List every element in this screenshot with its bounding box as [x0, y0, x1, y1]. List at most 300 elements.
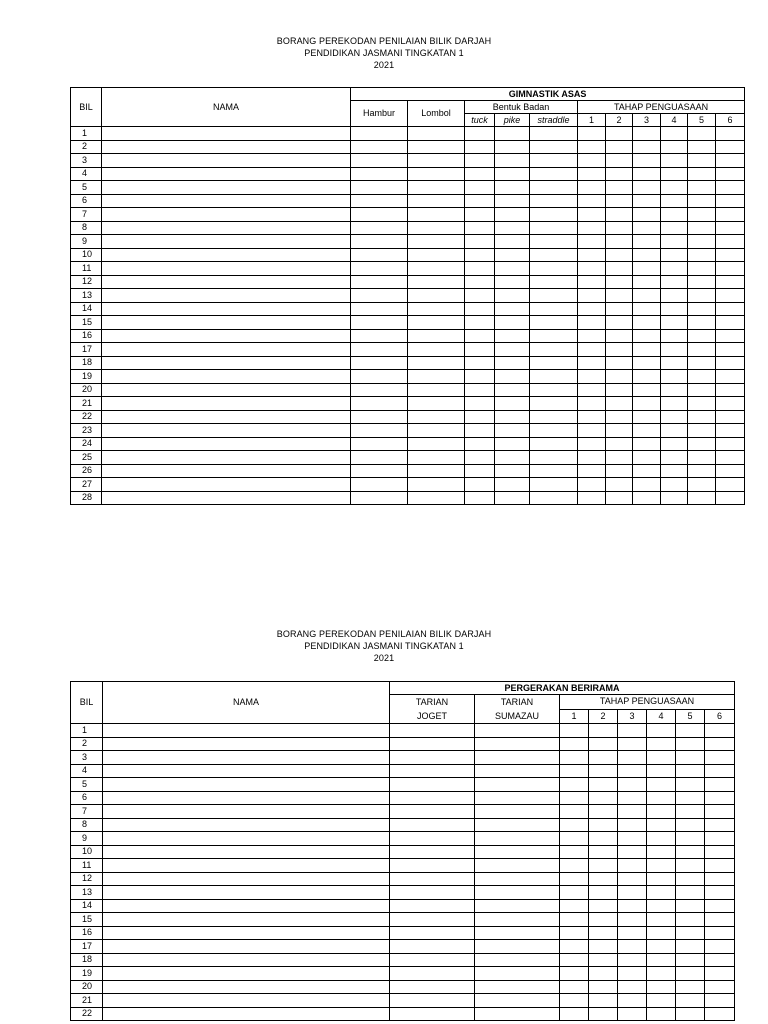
- score-cell[interactable]: [589, 953, 618, 967]
- score-cell[interactable]: [351, 181, 408, 195]
- name-cell[interactable]: [102, 221, 351, 235]
- score-cell[interactable]: [475, 805, 560, 819]
- score-cell[interactable]: [676, 737, 705, 751]
- score-cell[interactable]: [661, 451, 688, 465]
- score-cell[interactable]: [465, 437, 495, 451]
- score-cell[interactable]: [688, 194, 716, 208]
- score-cell[interactable]: [606, 383, 633, 397]
- score-cell[interactable]: [661, 343, 688, 357]
- score-cell[interactable]: [408, 235, 465, 249]
- name-cell[interactable]: [102, 410, 351, 424]
- name-cell[interactable]: [102, 451, 351, 465]
- score-cell[interactable]: [495, 208, 530, 222]
- score-cell[interactable]: [705, 980, 735, 994]
- score-cell[interactable]: [560, 791, 589, 805]
- name-cell[interactable]: [102, 262, 351, 276]
- score-cell[interactable]: [606, 424, 633, 438]
- score-cell[interactable]: [618, 926, 647, 940]
- score-cell[interactable]: [633, 478, 661, 492]
- score-cell[interactable]: [589, 832, 618, 846]
- score-cell[interactable]: [475, 872, 560, 886]
- score-cell[interactable]: [606, 140, 633, 154]
- score-cell[interactable]: [716, 275, 745, 289]
- score-cell[interactable]: [560, 845, 589, 859]
- score-cell[interactable]: [495, 343, 530, 357]
- score-cell[interactable]: [716, 167, 745, 181]
- name-cell[interactable]: [103, 764, 390, 778]
- score-cell[interactable]: [578, 167, 606, 181]
- name-cell[interactable]: [102, 464, 351, 478]
- score-cell[interactable]: [606, 289, 633, 303]
- name-cell[interactable]: [103, 994, 390, 1008]
- score-cell[interactable]: [578, 275, 606, 289]
- score-cell[interactable]: [589, 724, 618, 738]
- score-cell[interactable]: [705, 967, 735, 981]
- score-cell[interactable]: [716, 235, 745, 249]
- score-cell[interactable]: [633, 329, 661, 343]
- score-cell[interactable]: [716, 302, 745, 316]
- score-cell[interactable]: [495, 289, 530, 303]
- score-cell[interactable]: [606, 181, 633, 195]
- score-cell[interactable]: [408, 383, 465, 397]
- score-cell[interactable]: [618, 899, 647, 913]
- score-cell[interactable]: [716, 154, 745, 168]
- score-cell[interactable]: [560, 899, 589, 913]
- score-cell[interactable]: [560, 940, 589, 954]
- score-cell[interactable]: [647, 940, 676, 954]
- score-cell[interactable]: [560, 764, 589, 778]
- score-cell[interactable]: [589, 899, 618, 913]
- score-cell[interactable]: [530, 491, 578, 505]
- score-cell[interactable]: [465, 235, 495, 249]
- score-cell[interactable]: [578, 194, 606, 208]
- name-cell[interactable]: [102, 491, 351, 505]
- score-cell[interactable]: [606, 275, 633, 289]
- score-cell[interactable]: [530, 167, 578, 181]
- score-cell[interactable]: [475, 967, 560, 981]
- score-cell[interactable]: [688, 127, 716, 141]
- score-cell[interactable]: [530, 410, 578, 424]
- score-cell[interactable]: [530, 208, 578, 222]
- score-cell[interactable]: [716, 329, 745, 343]
- score-cell[interactable]: [408, 181, 465, 195]
- score-cell[interactable]: [606, 127, 633, 141]
- score-cell[interactable]: [606, 478, 633, 492]
- score-cell[interactable]: [390, 967, 475, 981]
- score-cell[interactable]: [705, 724, 735, 738]
- score-cell[interactable]: [661, 370, 688, 384]
- score-cell[interactable]: [589, 778, 618, 792]
- score-cell[interactable]: [647, 751, 676, 765]
- score-cell[interactable]: [618, 859, 647, 873]
- score-cell[interactable]: [606, 410, 633, 424]
- score-cell[interactable]: [465, 478, 495, 492]
- score-cell[interactable]: [390, 751, 475, 765]
- score-cell[interactable]: [465, 275, 495, 289]
- score-cell[interactable]: [495, 383, 530, 397]
- score-cell[interactable]: [705, 926, 735, 940]
- score-cell[interactable]: [408, 194, 465, 208]
- score-cell[interactable]: [661, 464, 688, 478]
- score-cell[interactable]: [661, 397, 688, 411]
- score-cell[interactable]: [688, 464, 716, 478]
- score-cell[interactable]: [560, 778, 589, 792]
- score-cell[interactable]: [589, 926, 618, 940]
- score-cell[interactable]: [495, 316, 530, 330]
- score-cell[interactable]: [530, 397, 578, 411]
- score-cell[interactable]: [618, 940, 647, 954]
- score-cell[interactable]: [661, 154, 688, 168]
- score-cell[interactable]: [606, 167, 633, 181]
- name-cell[interactable]: [103, 724, 390, 738]
- score-cell[interactable]: [661, 437, 688, 451]
- score-cell[interactable]: [589, 859, 618, 873]
- score-cell[interactable]: [390, 778, 475, 792]
- name-cell[interactable]: [103, 791, 390, 805]
- score-cell[interactable]: [390, 926, 475, 940]
- score-cell[interactable]: [618, 913, 647, 927]
- score-cell[interactable]: [676, 818, 705, 832]
- score-cell[interactable]: [647, 832, 676, 846]
- score-cell[interactable]: [633, 410, 661, 424]
- score-cell[interactable]: [530, 289, 578, 303]
- score-cell[interactable]: [661, 140, 688, 154]
- score-cell[interactable]: [688, 437, 716, 451]
- score-cell[interactable]: [633, 464, 661, 478]
- score-cell[interactable]: [578, 329, 606, 343]
- score-cell[interactable]: [495, 154, 530, 168]
- score-cell[interactable]: [688, 410, 716, 424]
- score-cell[interactable]: [618, 967, 647, 981]
- score-cell[interactable]: [390, 764, 475, 778]
- score-cell[interactable]: [495, 410, 530, 424]
- score-cell[interactable]: [633, 383, 661, 397]
- score-cell[interactable]: [716, 289, 745, 303]
- score-cell[interactable]: [408, 127, 465, 141]
- score-cell[interactable]: [688, 370, 716, 384]
- score-cell[interactable]: [618, 980, 647, 994]
- score-cell[interactable]: [618, 845, 647, 859]
- score-cell[interactable]: [633, 140, 661, 154]
- score-cell[interactable]: [661, 194, 688, 208]
- score-cell[interactable]: [647, 791, 676, 805]
- score-cell[interactable]: [705, 764, 735, 778]
- score-cell[interactable]: [495, 356, 530, 370]
- score-cell[interactable]: [390, 791, 475, 805]
- score-cell[interactable]: [465, 491, 495, 505]
- score-cell[interactable]: [647, 980, 676, 994]
- score-cell[interactable]: [688, 154, 716, 168]
- score-cell[interactable]: [633, 235, 661, 249]
- score-cell[interactable]: [676, 1007, 705, 1021]
- score-cell[interactable]: [390, 994, 475, 1008]
- score-cell[interactable]: [647, 1007, 676, 1021]
- score-cell[interactable]: [716, 478, 745, 492]
- name-cell[interactable]: [103, 818, 390, 832]
- score-cell[interactable]: [578, 464, 606, 478]
- score-cell[interactable]: [475, 791, 560, 805]
- score-cell[interactable]: [465, 140, 495, 154]
- score-cell[interactable]: [530, 127, 578, 141]
- score-cell[interactable]: [560, 737, 589, 751]
- score-cell[interactable]: [647, 805, 676, 819]
- score-cell[interactable]: [716, 262, 745, 276]
- score-cell[interactable]: [390, 953, 475, 967]
- score-cell[interactable]: [661, 262, 688, 276]
- score-cell[interactable]: [475, 980, 560, 994]
- score-cell[interactable]: [475, 751, 560, 765]
- score-cell[interactable]: [633, 194, 661, 208]
- score-cell[interactable]: [633, 154, 661, 168]
- score-cell[interactable]: [606, 370, 633, 384]
- score-cell[interactable]: [390, 737, 475, 751]
- score-cell[interactable]: [408, 316, 465, 330]
- score-cell[interactable]: [408, 410, 465, 424]
- score-cell[interactable]: [633, 262, 661, 276]
- score-cell[interactable]: [661, 329, 688, 343]
- score-cell[interactable]: [408, 262, 465, 276]
- score-cell[interactable]: [578, 140, 606, 154]
- score-cell[interactable]: [578, 397, 606, 411]
- score-cell[interactable]: [475, 994, 560, 1008]
- score-cell[interactable]: [390, 818, 475, 832]
- score-cell[interactable]: [530, 262, 578, 276]
- score-cell[interactable]: [351, 329, 408, 343]
- score-cell[interactable]: [560, 832, 589, 846]
- score-cell[interactable]: [351, 343, 408, 357]
- score-cell[interactable]: [530, 464, 578, 478]
- score-cell[interactable]: [408, 208, 465, 222]
- score-cell[interactable]: [716, 127, 745, 141]
- score-cell[interactable]: [408, 140, 465, 154]
- score-cell[interactable]: [408, 424, 465, 438]
- score-cell[interactable]: [676, 859, 705, 873]
- score-cell[interactable]: [618, 953, 647, 967]
- score-cell[interactable]: [390, 940, 475, 954]
- name-cell[interactable]: [102, 356, 351, 370]
- score-cell[interactable]: [676, 913, 705, 927]
- score-cell[interactable]: [618, 764, 647, 778]
- score-cell[interactable]: [647, 764, 676, 778]
- score-cell[interactable]: [351, 302, 408, 316]
- score-cell[interactable]: [530, 302, 578, 316]
- score-cell[interactable]: [560, 980, 589, 994]
- score-cell[interactable]: [606, 343, 633, 357]
- score-cell[interactable]: [351, 221, 408, 235]
- score-cell[interactable]: [705, 1007, 735, 1021]
- score-cell[interactable]: [688, 235, 716, 249]
- score-cell[interactable]: [633, 302, 661, 316]
- score-cell[interactable]: [351, 289, 408, 303]
- name-cell[interactable]: [102, 181, 351, 195]
- name-cell[interactable]: [103, 926, 390, 940]
- score-cell[interactable]: [578, 383, 606, 397]
- score-cell[interactable]: [647, 953, 676, 967]
- score-cell[interactable]: [351, 451, 408, 465]
- score-cell[interactable]: [408, 167, 465, 181]
- score-cell[interactable]: [606, 221, 633, 235]
- score-cell[interactable]: [578, 289, 606, 303]
- score-cell[interactable]: [716, 194, 745, 208]
- score-cell[interactable]: [530, 370, 578, 384]
- score-cell[interactable]: [578, 437, 606, 451]
- score-cell[interactable]: [408, 275, 465, 289]
- score-cell[interactable]: [618, 791, 647, 805]
- name-cell[interactable]: [102, 248, 351, 262]
- score-cell[interactable]: [661, 167, 688, 181]
- score-cell[interactable]: [647, 967, 676, 981]
- score-cell[interactable]: [589, 1007, 618, 1021]
- score-cell[interactable]: [661, 208, 688, 222]
- score-cell[interactable]: [705, 737, 735, 751]
- score-cell[interactable]: [606, 262, 633, 276]
- score-cell[interactable]: [530, 194, 578, 208]
- score-cell[interactable]: [688, 140, 716, 154]
- score-cell[interactable]: [633, 248, 661, 262]
- score-cell[interactable]: [351, 437, 408, 451]
- score-cell[interactable]: [716, 221, 745, 235]
- score-cell[interactable]: [676, 724, 705, 738]
- score-cell[interactable]: [560, 953, 589, 967]
- score-cell[interactable]: [647, 994, 676, 1008]
- score-cell[interactable]: [676, 926, 705, 940]
- score-cell[interactable]: [716, 370, 745, 384]
- score-cell[interactable]: [578, 316, 606, 330]
- name-cell[interactable]: [103, 913, 390, 927]
- name-cell[interactable]: [103, 845, 390, 859]
- score-cell[interactable]: [705, 791, 735, 805]
- score-cell[interactable]: [589, 737, 618, 751]
- score-cell[interactable]: [390, 859, 475, 873]
- score-cell[interactable]: [495, 451, 530, 465]
- score-cell[interactable]: [465, 248, 495, 262]
- score-cell[interactable]: [589, 980, 618, 994]
- score-cell[interactable]: [705, 845, 735, 859]
- score-cell[interactable]: [530, 248, 578, 262]
- name-cell[interactable]: [103, 737, 390, 751]
- score-cell[interactable]: [633, 181, 661, 195]
- score-cell[interactable]: [495, 302, 530, 316]
- score-cell[interactable]: [351, 167, 408, 181]
- score-cell[interactable]: [688, 491, 716, 505]
- score-cell[interactable]: [475, 778, 560, 792]
- score-cell[interactable]: [647, 926, 676, 940]
- score-cell[interactable]: [606, 235, 633, 249]
- score-cell[interactable]: [676, 751, 705, 765]
- name-cell[interactable]: [103, 872, 390, 886]
- score-cell[interactable]: [676, 953, 705, 967]
- name-cell[interactable]: [102, 302, 351, 316]
- score-cell[interactable]: [351, 410, 408, 424]
- name-cell[interactable]: [102, 154, 351, 168]
- name-cell[interactable]: [103, 953, 390, 967]
- score-cell[interactable]: [647, 886, 676, 900]
- score-cell[interactable]: [578, 235, 606, 249]
- score-cell[interactable]: [351, 248, 408, 262]
- score-cell[interactable]: [688, 302, 716, 316]
- score-cell[interactable]: [716, 140, 745, 154]
- score-cell[interactable]: [716, 181, 745, 195]
- score-cell[interactable]: [633, 208, 661, 222]
- score-cell[interactable]: [390, 724, 475, 738]
- score-cell[interactable]: [390, 980, 475, 994]
- score-cell[interactable]: [390, 872, 475, 886]
- score-cell[interactable]: [495, 329, 530, 343]
- score-cell[interactable]: [705, 872, 735, 886]
- score-cell[interactable]: [676, 967, 705, 981]
- score-cell[interactable]: [647, 845, 676, 859]
- score-cell[interactable]: [578, 154, 606, 168]
- score-cell[interactable]: [661, 491, 688, 505]
- score-cell[interactable]: [688, 275, 716, 289]
- score-cell[interactable]: [716, 424, 745, 438]
- score-cell[interactable]: [351, 194, 408, 208]
- score-cell[interactable]: [716, 356, 745, 370]
- score-cell[interactable]: [578, 451, 606, 465]
- score-cell[interactable]: [495, 491, 530, 505]
- score-cell[interactable]: [560, 872, 589, 886]
- score-cell[interactable]: [647, 724, 676, 738]
- score-cell[interactable]: [475, 724, 560, 738]
- name-cell[interactable]: [103, 751, 390, 765]
- score-cell[interactable]: [495, 370, 530, 384]
- score-cell[interactable]: [688, 316, 716, 330]
- score-cell[interactable]: [408, 356, 465, 370]
- score-cell[interactable]: [475, 899, 560, 913]
- score-cell[interactable]: [465, 208, 495, 222]
- score-cell[interactable]: [716, 208, 745, 222]
- score-cell[interactable]: [495, 397, 530, 411]
- score-cell[interactable]: [661, 248, 688, 262]
- score-cell[interactable]: [578, 356, 606, 370]
- score-cell[interactable]: [589, 886, 618, 900]
- score-cell[interactable]: [633, 424, 661, 438]
- score-cell[interactable]: [661, 275, 688, 289]
- score-cell[interactable]: [578, 343, 606, 357]
- score-cell[interactable]: [589, 818, 618, 832]
- score-cell[interactable]: [633, 397, 661, 411]
- score-cell[interactable]: [676, 994, 705, 1008]
- score-cell[interactable]: [688, 424, 716, 438]
- score-cell[interactable]: [716, 491, 745, 505]
- score-cell[interactable]: [475, 913, 560, 927]
- name-cell[interactable]: [103, 886, 390, 900]
- score-cell[interactable]: [495, 194, 530, 208]
- score-cell[interactable]: [647, 859, 676, 873]
- score-cell[interactable]: [618, 737, 647, 751]
- score-cell[interactable]: [676, 805, 705, 819]
- score-cell[interactable]: [606, 248, 633, 262]
- score-cell[interactable]: [560, 805, 589, 819]
- score-cell[interactable]: [465, 383, 495, 397]
- score-cell[interactable]: [560, 913, 589, 927]
- score-cell[interactable]: [705, 899, 735, 913]
- score-cell[interactable]: [589, 967, 618, 981]
- score-cell[interactable]: [475, 818, 560, 832]
- score-cell[interactable]: [465, 262, 495, 276]
- score-cell[interactable]: [351, 208, 408, 222]
- score-cell[interactable]: [408, 329, 465, 343]
- score-cell[interactable]: [676, 872, 705, 886]
- score-cell[interactable]: [676, 764, 705, 778]
- score-cell[interactable]: [390, 899, 475, 913]
- score-cell[interactable]: [560, 724, 589, 738]
- name-cell[interactable]: [102, 383, 351, 397]
- score-cell[interactable]: [495, 221, 530, 235]
- score-cell[interactable]: [495, 248, 530, 262]
- score-cell[interactable]: [633, 343, 661, 357]
- name-cell[interactable]: [102, 167, 351, 181]
